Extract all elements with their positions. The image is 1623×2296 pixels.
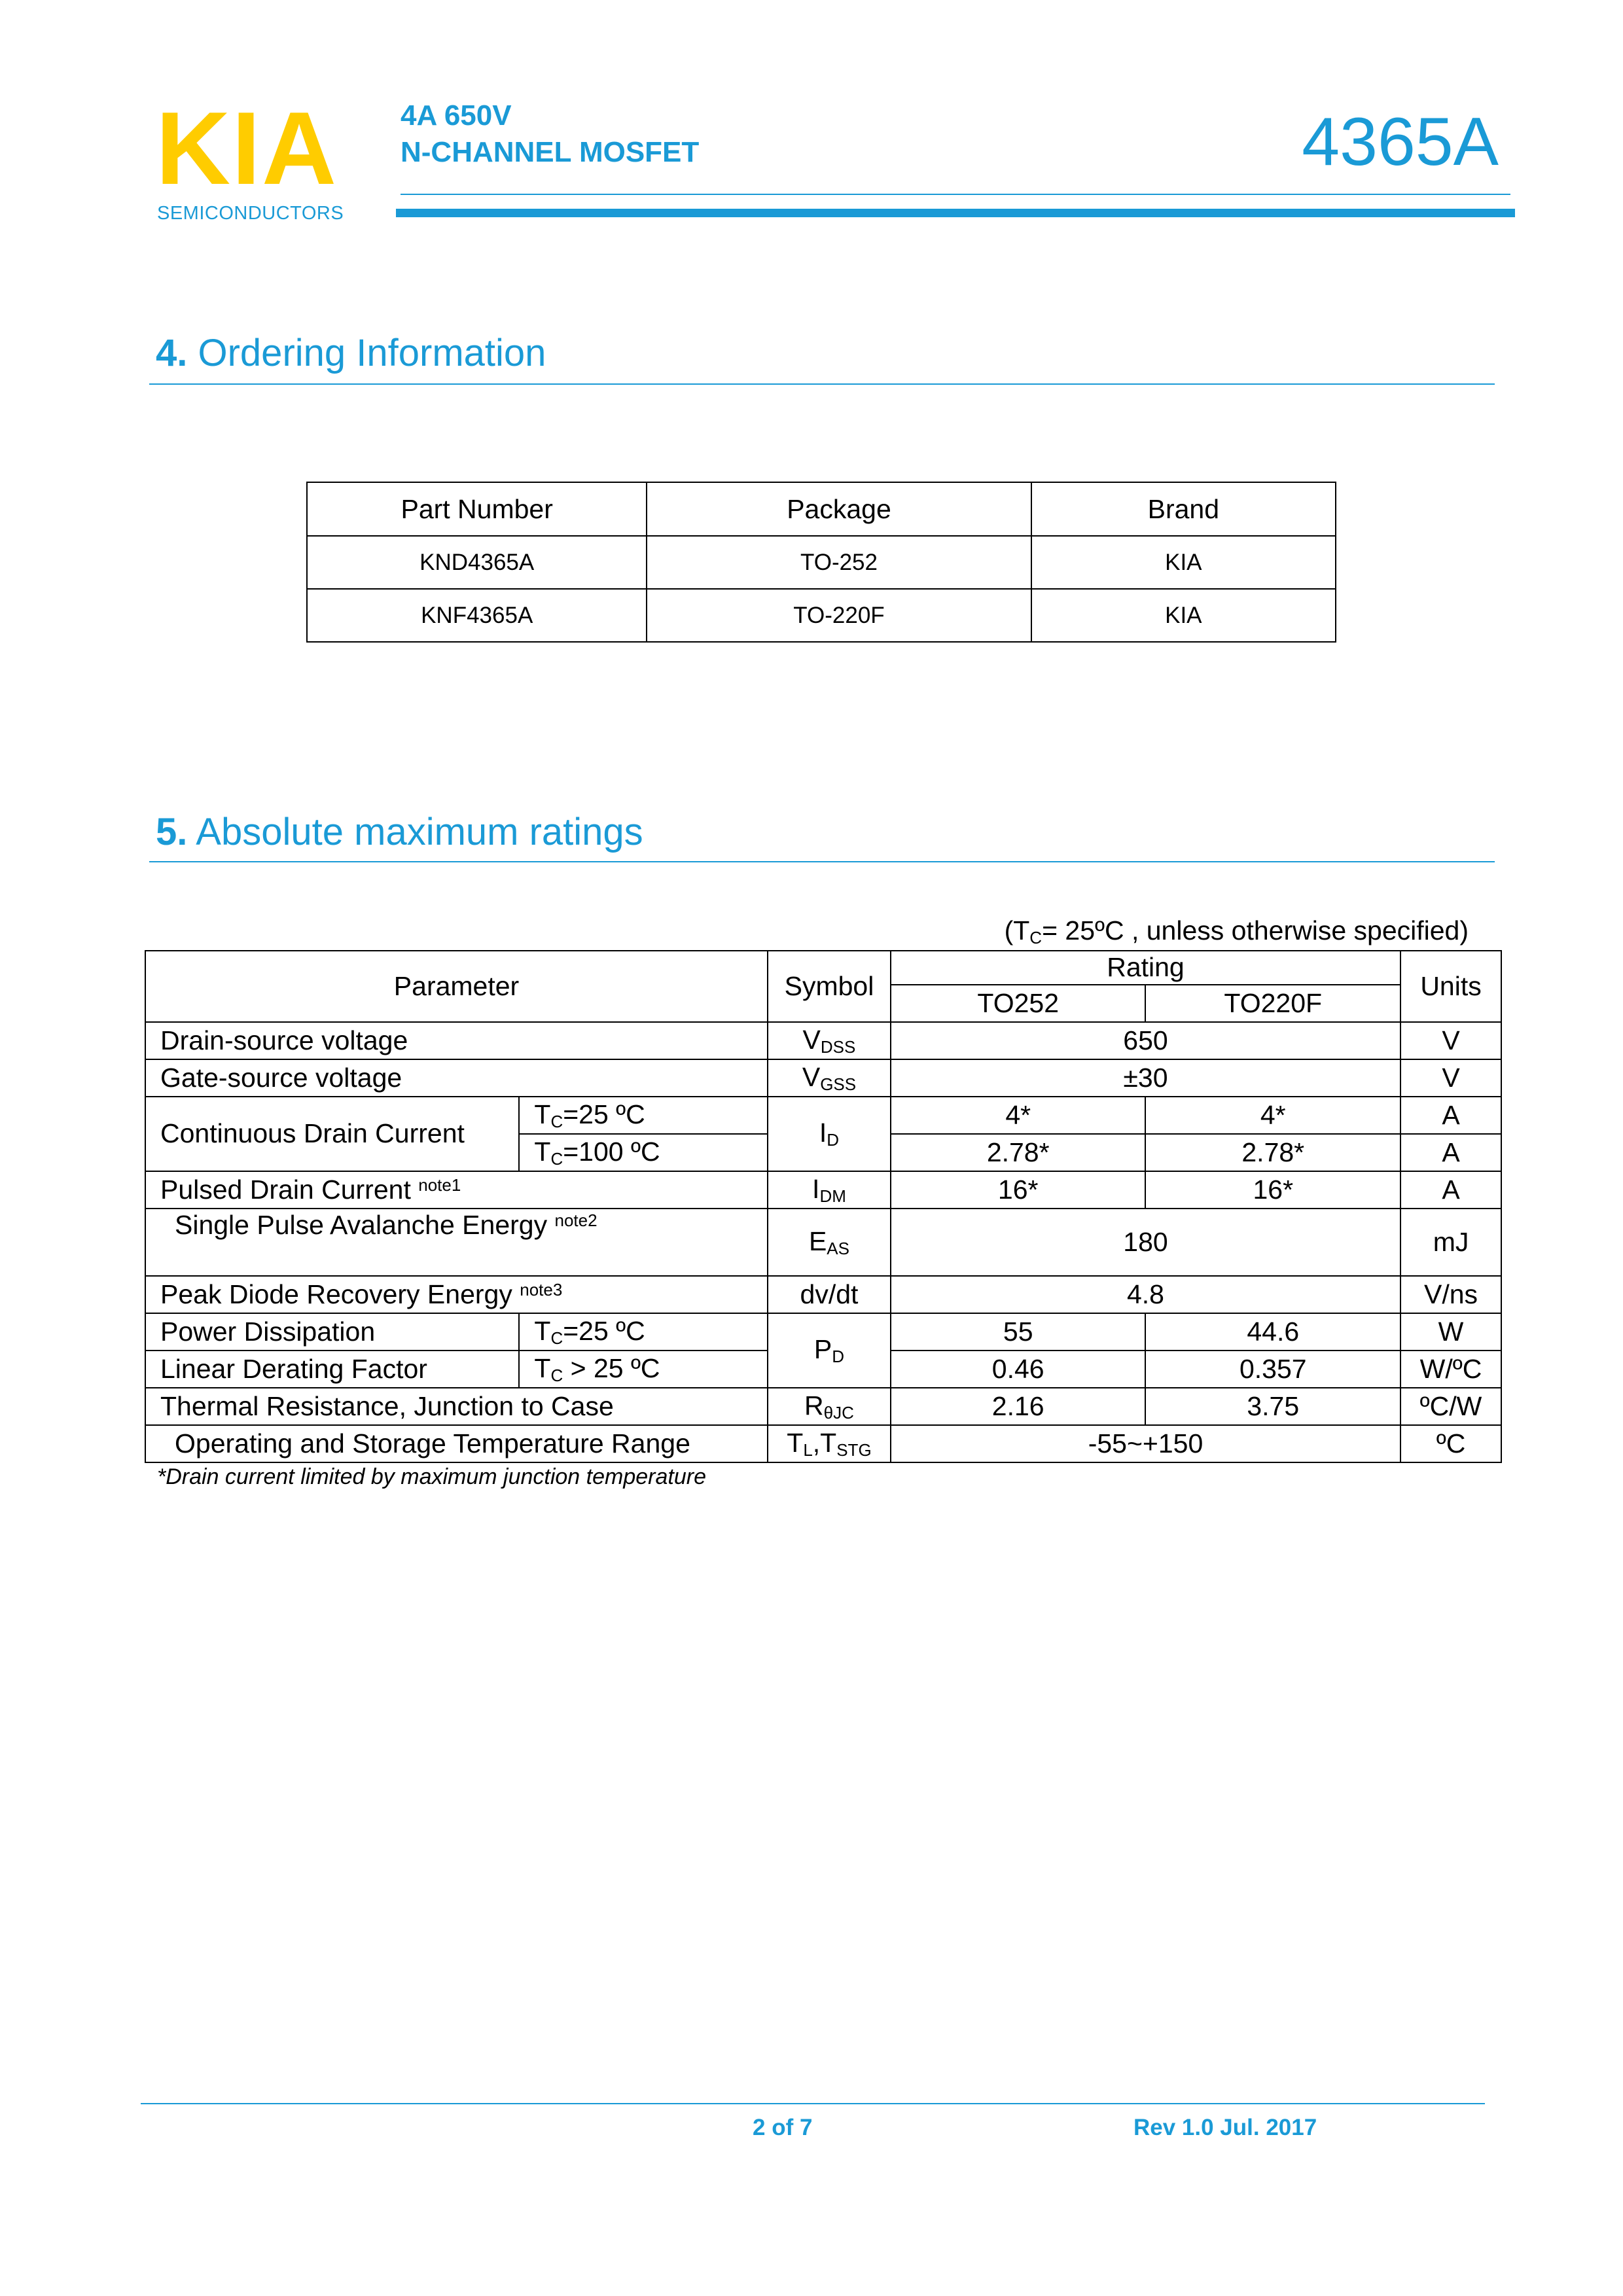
page-number: 2 of 7 <box>753 2115 813 2140</box>
value-cell: 16* <box>891 1171 1146 1209</box>
value-cell: 16* <box>1145 1171 1400 1209</box>
symbol-cell: $E_{AS}$ <box>768 1209 891 1276</box>
logo-wordmark: KIA <box>156 91 338 206</box>
value-cell: 650 <box>891 1022 1400 1059</box>
table-header-row <box>307 482 1336 536</box>
header-rule-thick <box>396 209 1515 217</box>
logo-subtitle: SEMICONDUCTORS <box>157 203 344 224</box>
table-cell: TO-220F <box>647 589 1031 642</box>
table-row <box>145 1022 1501 1059</box>
section-rule <box>149 383 1495 385</box>
unit-cell: W <box>1400 1313 1501 1351</box>
parameter-cell: Gate-source voltage <box>145 1059 768 1097</box>
revision-date: Rev 1.0 Jul. 2017 <box>1133 2115 1317 2140</box>
symbol-cell: $I_D$ <box>768 1097 891 1171</box>
package-header: TO252 <box>891 985 1146 1022</box>
unit-cell: V <box>1400 1059 1501 1097</box>
package-header: TO220F <box>1145 985 1400 1022</box>
parameter-cell: Peak Diode Recovery Energy $^{note3}$ <box>145 1276 768 1313</box>
condition-note: ($T_C=$ 25ºC , unless otherwise specified) <box>1004 915 1469 947</box>
value-cell: 4* <box>891 1097 1146 1134</box>
table-row <box>307 589 1336 642</box>
symbol-cell: $V_{DSS}$ <box>768 1022 891 1059</box>
value-cell: 4* <box>1145 1097 1400 1134</box>
value-cell: 180 <box>891 1209 1400 1276</box>
section-number: 4. <box>156 332 188 374</box>
table-row <box>145 1171 1501 1209</box>
condition-cell: $T_C > 25$ ºC <box>519 1351 768 1388</box>
section-rule <box>149 861 1495 862</box>
table-row <box>145 1059 1501 1097</box>
table-cell: KIA <box>1031 536 1336 589</box>
symbol-cell: $I_{DM}$ <box>768 1171 891 1209</box>
parameter-cell: Drain-source voltage <box>145 1022 768 1059</box>
footer-rule <box>141 2103 1485 2104</box>
unit-cell: ºC/W <box>1400 1388 1501 1425</box>
table-row <box>145 1388 1501 1425</box>
parameter-cell: Operating and Storage Temperature Range <box>145 1425 768 1462</box>
table-header-row <box>145 951 1501 985</box>
condition-cell: $T_C=25$ ºC <box>519 1097 768 1134</box>
table-cell: TO-252 <box>647 536 1031 589</box>
ratings-section-title <box>156 810 643 854</box>
units-header: Units <box>1400 951 1501 1022</box>
ordering-table <box>306 482 1336 643</box>
unit-cell: mJ <box>1400 1209 1501 1276</box>
parameter-cell: Continuous Drain Current <box>145 1097 519 1171</box>
symbol-header: Symbol <box>768 951 891 1022</box>
column-header: Package <box>647 482 1031 536</box>
table-cell: KIA <box>1031 589 1336 642</box>
unit-cell: A <box>1400 1171 1501 1209</box>
value-cell: 44.6 <box>1145 1313 1400 1351</box>
unit-cell: A <box>1400 1097 1501 1134</box>
symbol-cell: $T_L,T_{STG}$ <box>768 1425 891 1462</box>
table-row <box>145 1425 1501 1462</box>
table-row <box>145 1313 1501 1351</box>
value-cell: 4.8 <box>891 1276 1400 1313</box>
table-row <box>145 1209 1501 1276</box>
condition-cell: $T_C=25$ ºC <box>519 1313 768 1351</box>
part-number-title: 4365A <box>1302 104 1499 180</box>
symbol-cell: $P_D$ <box>768 1313 891 1388</box>
rating-header: Rating <box>891 951 1400 985</box>
parameter-cell: Single Pulse Avalanche Energy $^{note2}$ <box>145 1209 768 1276</box>
table-cell: KNF4365A <box>307 589 647 642</box>
company-logo <box>156 91 352 228</box>
value-cell: 2.16 <box>891 1388 1146 1425</box>
unit-cell: V <box>1400 1022 1501 1059</box>
unit-cell: W/ºC <box>1400 1351 1501 1388</box>
table-row <box>145 1097 1501 1134</box>
header-rule-thin <box>401 194 1510 195</box>
value-cell: 0.46 <box>891 1351 1146 1388</box>
value-cell: 2.78* <box>891 1134 1146 1171</box>
table-row <box>145 1276 1501 1313</box>
parameter-header: Parameter <box>145 951 768 1022</box>
value-cell: -55~+150 <box>891 1425 1400 1462</box>
value-cell: 2.78* <box>1145 1134 1400 1171</box>
parameter-cell: Linear Derating Factor <box>145 1351 519 1388</box>
spec-rating: 4A 650V <box>401 99 512 132</box>
section-title-text: Absolute maximum ratings <box>196 811 643 853</box>
value-cell: 55 <box>891 1313 1146 1351</box>
value-cell: ±30 <box>891 1059 1400 1097</box>
device-type: N-CHANNEL MOSFET <box>401 136 700 168</box>
unit-cell: A <box>1400 1134 1501 1171</box>
parameter-cell: Power Dissipation <box>145 1313 519 1351</box>
value-cell: 0.357 <box>1145 1351 1400 1388</box>
parameter-cell: Thermal Resistance, Junction to Case <box>145 1388 768 1425</box>
column-header: Brand <box>1031 482 1336 536</box>
table-row <box>307 536 1336 589</box>
condition-cell: $T_C=100$ ºC <box>519 1134 768 1171</box>
value-cell: 3.75 <box>1145 1388 1400 1425</box>
unit-cell: ºC <box>1400 1425 1501 1462</box>
section-title-text: Ordering Information <box>198 332 546 374</box>
parameter-cell: Pulsed Drain Current $^{note1}$ <box>145 1171 768 1209</box>
symbol-cell: dv/dt <box>768 1276 891 1313</box>
table-cell: KND4365A <box>307 536 647 589</box>
section-number: 5. <box>156 811 188 853</box>
column-header: Part Number <box>307 482 647 536</box>
symbol-cell: $R_{\theta JC}$ <box>768 1388 891 1425</box>
ratings-table <box>145 950 1502 1463</box>
table-footnote: *Drain current limited by maximum junction temperature <box>157 1464 706 1489</box>
symbol-cell: $V_{GSS}$ <box>768 1059 891 1097</box>
ordering-section-title <box>156 331 546 375</box>
unit-cell: V/ns <box>1400 1276 1501 1313</box>
